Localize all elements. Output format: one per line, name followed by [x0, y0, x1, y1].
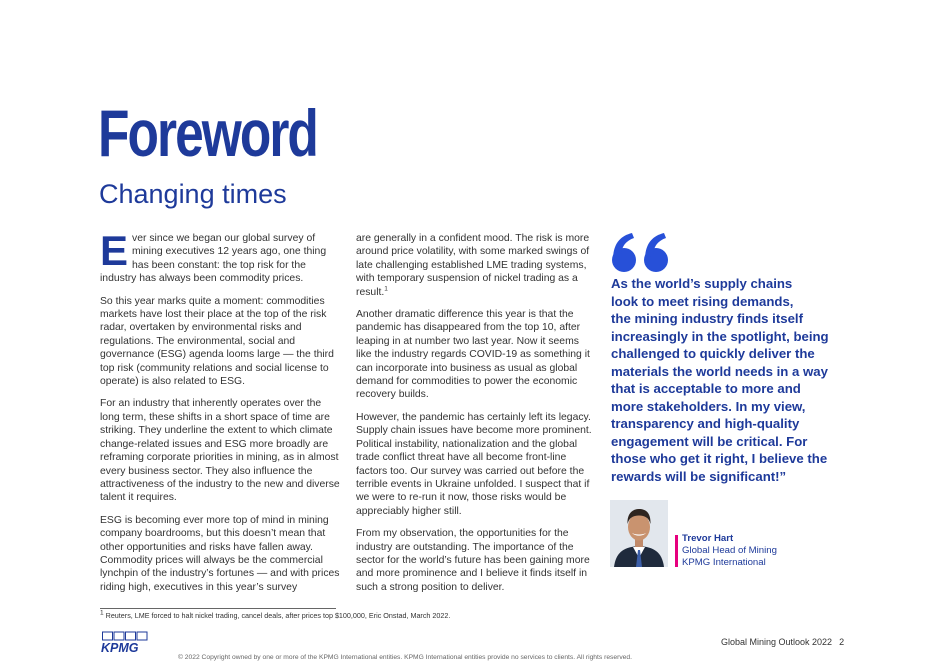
quote-line: those who get it right, I believe the	[611, 451, 828, 466]
footnote	[100, 611, 450, 620]
publication-title: Global Mining Outlook 2022	[721, 637, 833, 647]
paragraph: Another dramatic difference this year is that the pandemic has disappeared from the top 10, after leaping in at number two last year. Now it seems like the industry regards COVID-19 as something it can incorporate into business as usual as global demand for commodities to power the economic recovery builds.	[356, 309, 590, 401]
svg-text:KPMG: KPMG	[101, 641, 139, 653]
quote-line: look to meet rising demands,	[611, 293, 794, 309]
quote-line: increasingly in the spotlight, being	[611, 328, 829, 344]
quote-line: rewards will be significant!”	[611, 468, 787, 484]
kpmg-logo	[100, 631, 150, 653]
quote-mark-icon	[610, 232, 674, 274]
paragraph: However, the pandemic has certainly left its legacy. Supply chain issues have become more prominent. Political instability, nationalization and the global trade conflict threat have all become front-line factors too. Our survey was carried out before the terrible events in Ukraine unfolded. I suspect that if we were to re-run it now, those risks would be appreciably higher still.	[356, 411, 592, 517]
author-name: Trevor Hart	[682, 533, 734, 544]
author-org: KPMG International	[682, 557, 766, 568]
page-title: Foreword	[98, 96, 317, 170]
accent-bar	[675, 535, 678, 567]
paragraph-text: ver since we began our global survey of mining executives 12 years ago, one thing has been constant: the top risk for the industry has always been commodity prices.	[100, 233, 327, 285]
quote-line: the mining industry finds itself	[611, 311, 803, 326]
author-block	[682, 533, 777, 569]
paragraph	[100, 227, 340, 286]
quote-line: As the world’s supply chains	[611, 276, 793, 291]
paragraph-text: are generally in a confident mood. The risk is more around price volatility, with some marked swings of late challenging established LME trading systems, with temporary suspension of nickel trading as a result.	[356, 233, 590, 298]
paragraph: From my observation, the opportunities for the industry are outstanding. The importance of the sector for the world’s future has been gaining more and more prominence and I believe it finds itself in such a strong position to deliver.	[356, 528, 590, 593]
drop-cap: E	[100, 227, 129, 274]
page-footer-label	[721, 637, 844, 647]
page-number: 2	[839, 637, 845, 647]
quote-line: more stakeholders. In my view,	[611, 398, 806, 414]
author-photo	[610, 500, 668, 567]
footnote-marker: 1	[100, 609, 104, 617]
footnote-divider	[100, 608, 336, 609]
paragraph: ESG is becoming ever more top of mind in mining company boardrooms, but this doesn’t mean that other opportunities and risks have fallen away. Commodity prices will always be the commercial lynchpin of the industry’s fortunes — and with prices riding high, executives in this year’s survey	[100, 514, 340, 593]
paragraph: For an industry that inherently operates over the long term, these shifts in a short space of time are striking. They underline the extent to which climate change-related issues and ESG more broadly are reframing corporate priorities in mining, as in almost every business sector. They also influence the attractiveness of the industry to the new and diverse talent it requires.	[100, 398, 340, 504]
quote-line: that is acceptable to more and	[611, 381, 801, 396]
quote-line: materials the world needs in a way	[611, 363, 828, 379]
footnote-reference[interactable]: 1	[384, 285, 388, 293]
paragraph	[356, 232, 596, 299]
quote-line: engagement will be critical. For	[611, 433, 808, 449]
paragraph: So this year marks quite a moment: commodities markets have lost their place at the top of the risk radar, overtaken by environmental risks and regulations. The environmental, social and governance (ESG) agenda looms large — the third top risk (community relations and social license to operate) is also related to ESG.	[100, 295, 334, 388]
footnote-text: Reuters, LME forced to halt nickel trading, cancel deals, after prices top $100,000, Eric Onstad, March 2022.	[103, 611, 451, 620]
copyright-notice: © 2022 Copyright owned by one or more of the KPMG International entities. KPMG International entities provide no services to clients. All rights reserved.	[178, 654, 632, 661]
page-subtitle: Changing times	[99, 179, 287, 209]
body-column-left	[100, 227, 340, 603]
pull-quote	[611, 275, 843, 485]
quote-line: transparency and high-quality	[611, 416, 800, 431]
body-column-middle	[356, 232, 596, 603]
quote-line: challenged to quickly deliver the	[611, 346, 815, 361]
author-role: Global Head of Mining	[682, 545, 777, 556]
